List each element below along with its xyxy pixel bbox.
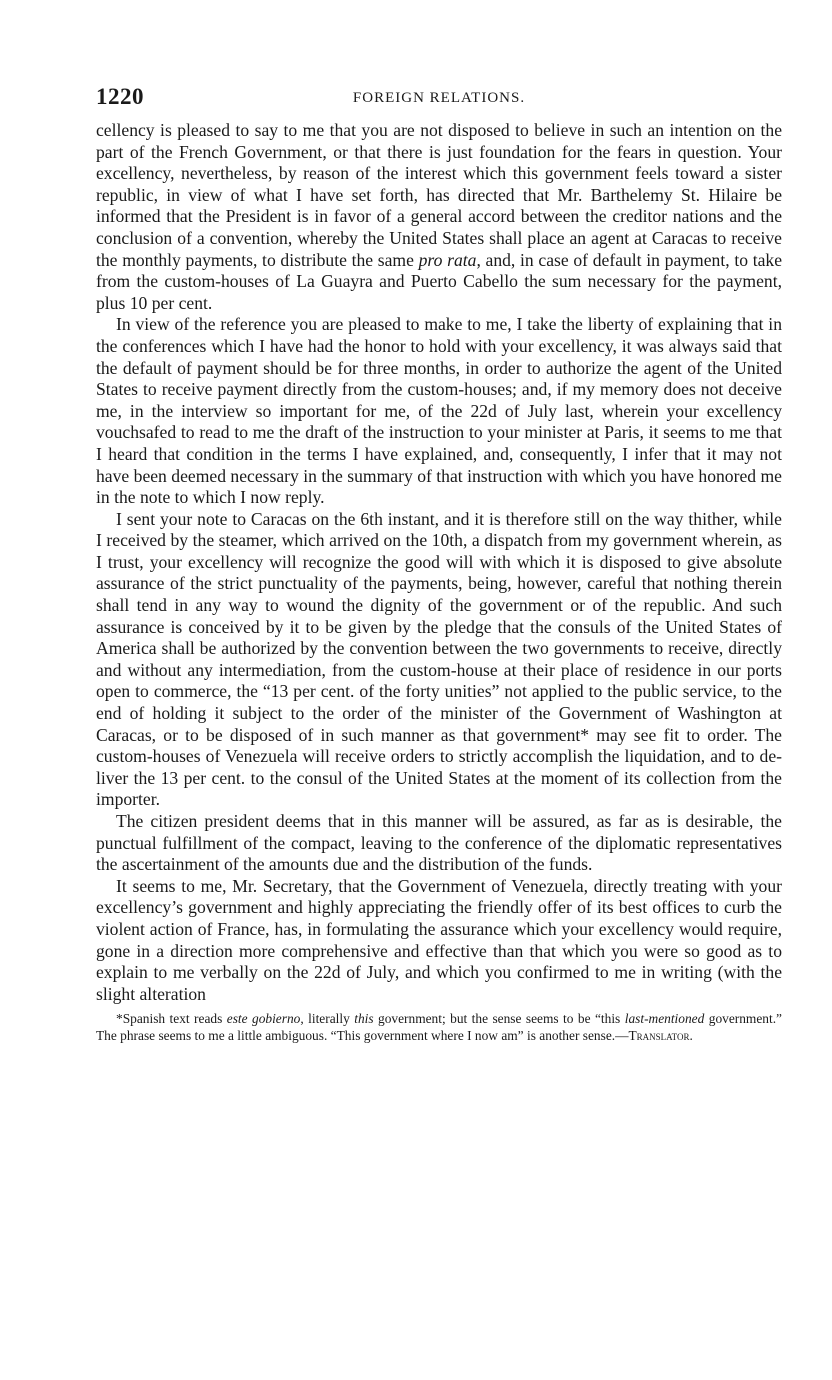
body-text — [96, 120, 782, 1005]
page-header — [96, 84, 782, 120]
paragraph-1-text-b: , and, in case of default in payment, to take from the custom-houses of La Guayra and Puerto Cabello the sum necessary for the payment, plus 10 per cent. — [96, 249, 783, 313]
page-number: 1220 — [96, 84, 144, 109]
footnote-text: , literally — [300, 1011, 355, 1027]
paragraph-5: It seems to me, Mr. Secretary, that the Government of Venezuela, directly treating with your excellency’s government and highly appreciating the friendly offer of its best offices to curb the violent action of France, has, in formulating the assurance which your excellency would require, gone in a direction more comprehensive and effective than that which you were so good as to explain to me verbally on the 22d of July, and which you confirmed to me in writing (with the slight alteration — [96, 875, 782, 1004]
footnote-italic: this — [354, 1011, 374, 1027]
footnote — [96, 1011, 782, 1044]
running-head: FOREIGN RELATIONS. — [352, 90, 526, 106]
footnote-text: government; but the sense seems to be “this — [373, 1011, 625, 1027]
footnote-italic: este gobierno — [226, 1011, 301, 1027]
paragraph-1 — [96, 120, 782, 314]
paragraph-2: In view of the reference you are pleased to make to me, I take the liberty of explaining that in the conferences which I have had the honor to hold with your excellency, it was always said that the default of payment should be for three months, in order to authorize the agent of the United States to receive payment directly from the custom-houses; and, if my memory does not deceive me, in the interview so important for me, of the 22d of July last, wherein your excellency vouchsafed to read to me the draft of the instruction to your minister at Paris, it seems to me that I heard that condition in the terms I have explained, and, consequently, I infer that it may not have been deemed necessary in the summary of that instruction with which you have honored me in the note to which I now reply. — [96, 314, 782, 508]
footnote-text: government.” The phrase seems to me a little ambiguous. “This government where I now am” is another sense.— — [96, 1011, 782, 1043]
paragraph-1-italic: pro rata — [418, 249, 477, 270]
paragraph-1-text-a: cellency is pleased to say to me that you are not disposed to believe in such an intention on the part of the French Government, or that there is just foundation for the fears in question. Your excellency, nevertheless, by reason of the interest which this government feels toward a sister republic, in view of what I have set forth, has directed that Mr. Barthelemy St. Hilaire be informed that the President is in favor of a general accord between the creditor nations and the conclusion of a convention, whereby the United States shall place an agent at Caracas to receive the monthly payments, to distribute the same — [96, 120, 782, 270]
document-page — [96, 84, 782, 1044]
footnote-section — [96, 1011, 782, 1044]
paragraph-4: The citizen president deems that in this manner will be assured, as far as is desirable, the punctual fulfillment of the compact, leaving to the conference of the diplomatic representatives the ascertainment of the amounts due and the distribution of the funds. — [96, 811, 782, 875]
paragraph-3: I sent your note to Caracas on the 6th instant, and it is therefore still on the way thither, while I received by the steamer, which arrived on the 10th, a dispatch from my government wherein, as I trust, your excellency will recognize the good will with which it is disposed to give absolute assurance of the strict punctuality of the payments, being, however, careful that nothing therein shall tend in any way to wound the dignity of the government or of the republic. And such assurance is conceived by it to be given by the pledge that the consuls of the United States of America shall be authorized by the convention between the two governments to receive, directly and without any intermediation, from the custom-house at their place of residence in our ports open to commerce, the “13 per cent. of the forty unities” not applied to the public service, to the end of holding it subject to the order of the minister of the Government of Washington at Caracas, or to be disposed of in such manner as that government* may see fit to order. The custom-houses of Venezuela will receive orders to strictly accomplish the liquidation, and to deliver the 13 per cent. to the consul of the United States at the moment of its collection from the importer. — [96, 508, 782, 810]
footnote-text: *Spanish text reads — [116, 1011, 227, 1027]
footnote-italic: last-mentioned — [624, 1011, 705, 1027]
footnote-attribution: Translator. — [628, 1027, 693, 1043]
